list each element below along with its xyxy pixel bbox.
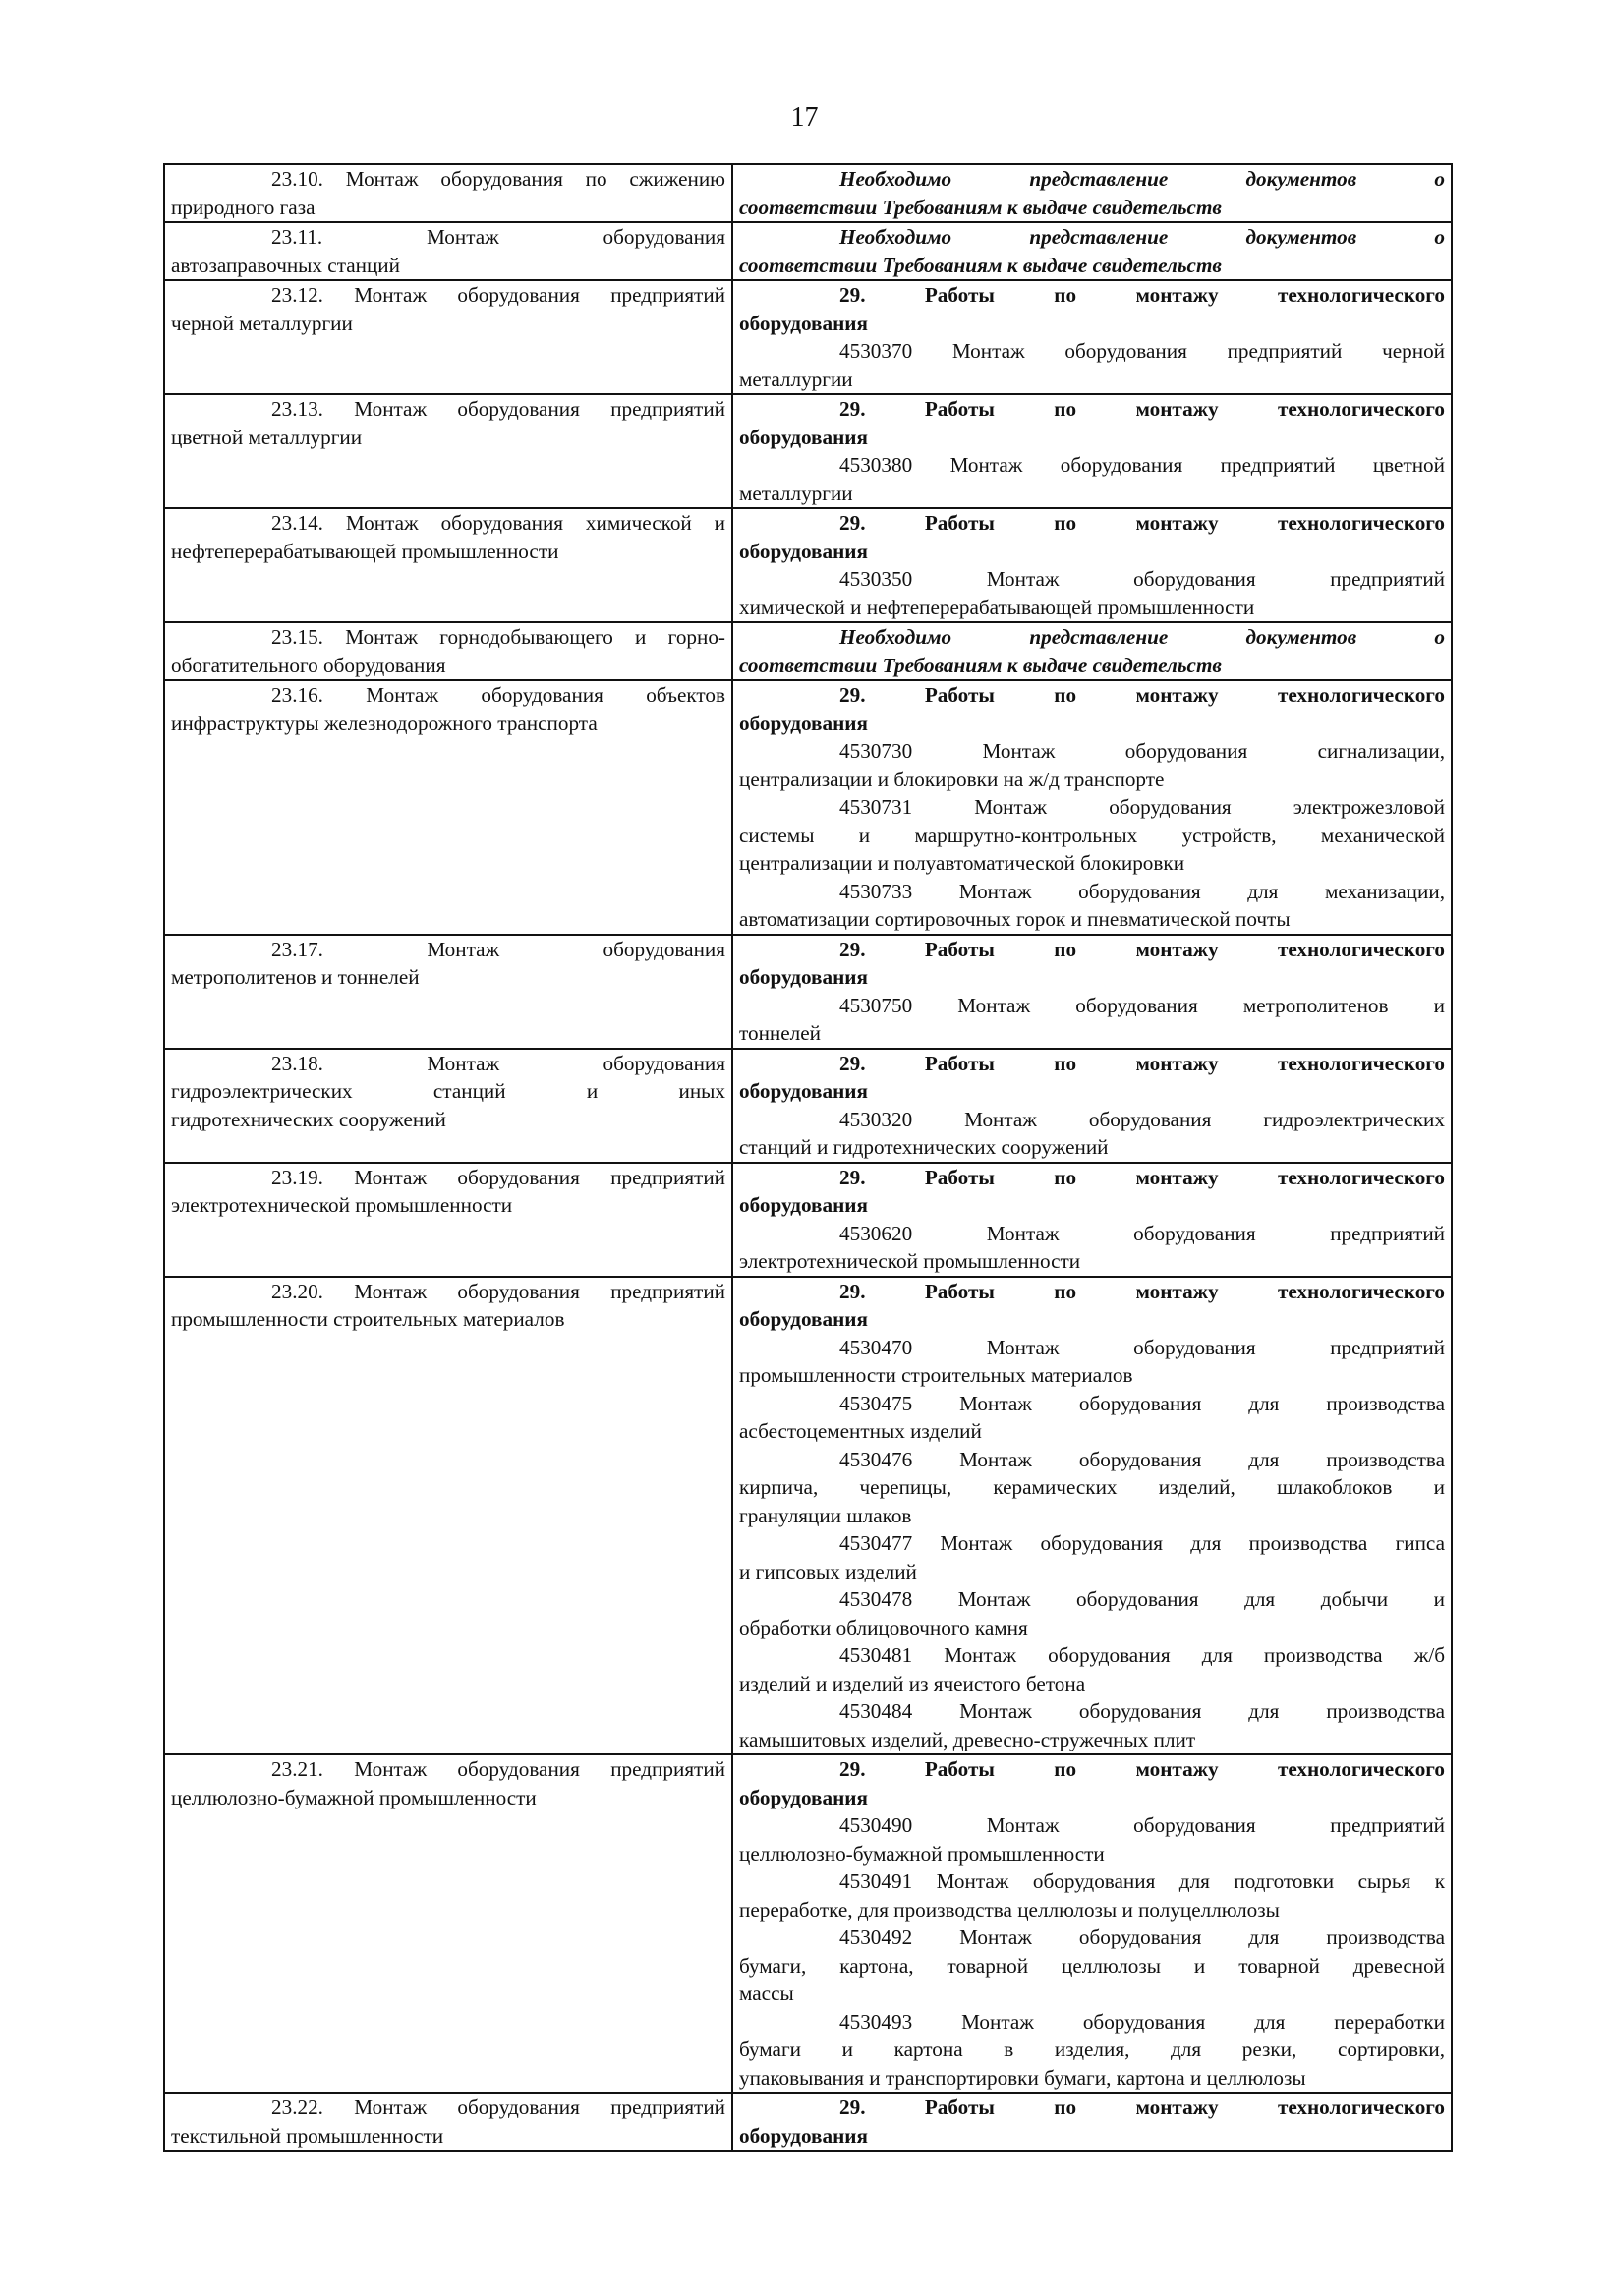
okdp-code-item: 4530477 Монтаж оборудования для производства гипса bbox=[839, 1531, 1445, 1555]
page-number: 17 bbox=[790, 102, 819, 133]
works-group-heading: 29. Работы по монтажу технологического bbox=[839, 1165, 1445, 1189]
activity-cell bbox=[164, 394, 732, 508]
okdp-code-item-continued: и гипсовых изделий bbox=[739, 1559, 917, 1583]
required-documents-note-continued: соответствии Требованиям к выдаче свидетельств bbox=[739, 653, 1222, 677]
activity-title-continued: промышленности строительных материалов bbox=[171, 1307, 565, 1331]
okdp-code-item: 4530350 Монтаж оборудования предприятий bbox=[839, 567, 1445, 591]
table-row bbox=[164, 164, 1452, 222]
requirement-cell bbox=[732, 164, 1452, 222]
activity-title-continued: электротехнической промышленности bbox=[171, 1193, 513, 1217]
activity-title-continued: гидротехнических сооружений bbox=[171, 1107, 446, 1131]
activity-title: 23.22. Монтаж оборудования предприятий bbox=[271, 2095, 725, 2119]
activity-title-continued: природного газа bbox=[171, 195, 316, 219]
table-body bbox=[164, 164, 1452, 2151]
okdp-code-item-continued: промышленности строительных материалов bbox=[739, 1363, 1133, 1387]
works-group-heading: 29. Работы по монтажу технологического bbox=[839, 283, 1445, 307]
okdp-code-item-continued: металлургии bbox=[739, 481, 853, 505]
works-group-heading-continued: оборудования bbox=[739, 2123, 868, 2148]
activity-cell bbox=[164, 622, 732, 680]
requirement-cell bbox=[732, 394, 1452, 508]
requirement-cell bbox=[732, 1277, 1452, 1755]
okdp-code-item: 4530490 Монтаж оборудования предприятий bbox=[839, 1813, 1445, 1837]
okdp-code-item: 4530478 Монтаж оборудования для добычи и bbox=[839, 1587, 1445, 1611]
okdp-code-item-continued: грануляции шлаков bbox=[739, 1503, 912, 1527]
required-documents-note-continued: соответствии Требованиям к выдаче свидетельств bbox=[739, 253, 1222, 277]
activity-cell bbox=[164, 1277, 732, 1755]
works-group-heading: 29. Работы по монтажу технологического bbox=[839, 397, 1445, 421]
works-group-heading-continued: оборудования bbox=[739, 711, 868, 735]
activity-title-continued: метрополитенов и тоннелей bbox=[171, 965, 420, 989]
okdp-code-item: 4530493 Монтаж оборудования для переработки bbox=[839, 2009, 1445, 2034]
okdp-code-item-continued: централизации и полуавтоматической блокировки bbox=[739, 851, 1185, 875]
okdp-code-item-continued: бумаги, картона, товарной целлюлозы и товарной древесной bbox=[739, 1953, 1445, 1978]
activity-cell bbox=[164, 1049, 732, 1163]
okdp-code-item-continued: системы и маршрутно-контрольных устройств, механической bbox=[739, 823, 1445, 847]
activity-title: 23.14. Монтаж оборудования химической и bbox=[271, 511, 725, 535]
okdp-code-item: 4530320 Монтаж оборудования гидроэлектрических bbox=[839, 1107, 1445, 1131]
activity-title: 23.11. Монтаж оборудования bbox=[271, 225, 725, 249]
okdp-code-item-continued: камышитовых изделий, древесно-стружечных плит bbox=[739, 1727, 1196, 1751]
table-row bbox=[164, 2093, 1452, 2151]
activity-title: 23.21. Монтаж оборудования предприятий bbox=[271, 1757, 725, 1781]
table-row bbox=[164, 394, 1452, 508]
activity-title: 23.20. Монтаж оборудования предприятий bbox=[271, 1279, 725, 1303]
okdp-code-item: 4530731 Монтаж оборудования электрожезловой bbox=[839, 795, 1445, 819]
activity-cell bbox=[164, 1754, 732, 2093]
works-group-heading-continued: оборудования bbox=[739, 539, 868, 563]
requirement-cell bbox=[732, 1049, 1452, 1163]
activity-cell bbox=[164, 1163, 732, 1277]
activity-title: 23.16. Монтаж оборудования объектов bbox=[271, 683, 725, 707]
table-row bbox=[164, 222, 1452, 280]
works-group-heading-continued: оборудования bbox=[739, 1785, 868, 1809]
okdp-code-item: 4530476 Монтаж оборудования для производства bbox=[839, 1447, 1445, 1471]
requirement-cell bbox=[732, 222, 1452, 280]
okdp-code-item-continued: металлургии bbox=[739, 367, 853, 391]
activity-cell bbox=[164, 680, 732, 935]
requirement-cell bbox=[732, 2093, 1452, 2151]
okdp-code-item: 4530750 Монтаж оборудования метрополитенов и bbox=[839, 993, 1445, 1017]
works-group-heading: 29. Работы по монтажу технологического bbox=[839, 1279, 1445, 1303]
okdp-code-item-continued: массы bbox=[739, 1981, 794, 2005]
works-group-heading: 29. Работы по монтажу технологического bbox=[839, 683, 1445, 707]
okdp-code-item: 4530484 Монтаж оборудования для производства bbox=[839, 1699, 1445, 1723]
works-group-heading-continued: оборудования bbox=[739, 1193, 868, 1217]
activity-title-continued: нефтеперерабатывающей промышленности bbox=[171, 539, 559, 563]
works-group-heading: 29. Работы по монтажу технологического bbox=[839, 1051, 1445, 1075]
activity-cell bbox=[164, 508, 732, 622]
okdp-code-item: 4530730 Монтаж оборудования сигнализации, bbox=[839, 739, 1445, 763]
activity-cell bbox=[164, 935, 732, 1049]
activity-title-continued: инфраструктуры железнодорожного транспорта bbox=[171, 711, 598, 735]
required-documents-note: Необходимо представление документов о bbox=[839, 625, 1445, 649]
activity-title-continued: целлюлозно-бумажной промышленности bbox=[171, 1785, 537, 1809]
okdp-code-item: 4530491 Монтаж оборудования для подготовки сырья к bbox=[839, 1869, 1445, 1893]
required-documents-note: Необходимо представление документов о bbox=[839, 167, 1445, 191]
requirement-cell bbox=[732, 508, 1452, 622]
activity-cell bbox=[164, 164, 732, 222]
okdp-code-item-continued: химической и нефтеперерабатывающей промышленности bbox=[739, 595, 1255, 619]
okdp-code-item: 4530475 Монтаж оборудования для производства bbox=[839, 1391, 1445, 1415]
table-row bbox=[164, 1049, 1452, 1163]
okdp-code-item: 4530470 Монтаж оборудования предприятий bbox=[839, 1335, 1445, 1359]
okdp-code-item-continued: автоматизации сортировочных горок и пневматической почты bbox=[739, 907, 1291, 931]
okdp-code-item-continued: тоннелей bbox=[739, 1021, 821, 1045]
okdp-code-item-continued: кирпича, черепицы, керамических изделий, шлакоблоков и bbox=[739, 1475, 1445, 1499]
activity-title-continued: автозаправочных станций bbox=[171, 253, 400, 277]
activity-title: 23.19. Монтаж оборудования предприятий bbox=[271, 1165, 725, 1189]
activity-cell bbox=[164, 2093, 732, 2151]
okdp-code-item-continued: станций и гидротехнических сооружений bbox=[739, 1135, 1109, 1159]
works-group-heading-continued: оборудования bbox=[739, 1307, 868, 1331]
activity-title-continued: текстильной промышленности bbox=[171, 2123, 444, 2148]
works-group-heading: 29. Работы по монтажу технологического bbox=[839, 511, 1445, 535]
activity-title-continued: цветной металлургии bbox=[171, 425, 363, 449]
activity-title: 23.12. Монтаж оборудования предприятий bbox=[271, 283, 725, 307]
table-row bbox=[164, 508, 1452, 622]
requirement-cell bbox=[732, 935, 1452, 1049]
okdp-code-item: 4530620 Монтаж оборудования предприятий bbox=[839, 1221, 1445, 1245]
activity-cell bbox=[164, 280, 732, 394]
works-group-heading: 29. Работы по монтажу технологического bbox=[839, 937, 1445, 961]
works-group-heading-continued: оборудования bbox=[739, 311, 868, 335]
requirement-cell bbox=[732, 1163, 1452, 1277]
works-group-heading-continued: оборудования bbox=[739, 1079, 868, 1103]
okdp-code-item-continued: электротехнической промышленности bbox=[739, 1249, 1081, 1273]
okdp-code-item-continued: упаковывания и транспортировки бумаги, картона и целлюлозы bbox=[739, 2065, 1306, 2090]
okdp-code-item: 4530492 Монтаж оборудования для производства bbox=[839, 1925, 1445, 1949]
okdp-code-item-continued: бумаги и картона в изделия, для резки, сортировки, bbox=[739, 2038, 1445, 2061]
table-row bbox=[164, 1163, 1452, 1277]
table-row bbox=[164, 1754, 1452, 2093]
table-row bbox=[164, 622, 1452, 680]
okdp-code-item: 4530481 Монтаж оборудования для производства ж/б bbox=[839, 1643, 1445, 1667]
okdp-code-item-continued: переработке, для производства целлюлозы и полуцеллюлозы bbox=[739, 1897, 1280, 1922]
requirement-cell bbox=[732, 1754, 1452, 2093]
requirements-table bbox=[163, 163, 1453, 2152]
requirement-cell bbox=[732, 680, 1452, 935]
activity-title-continued: обогатительного оборудования bbox=[171, 653, 446, 677]
table-row bbox=[164, 1277, 1452, 1755]
table-row bbox=[164, 680, 1452, 935]
okdp-code-item: 4530380 Монтаж оборудования предприятий цветной bbox=[839, 453, 1445, 477]
required-documents-note: Необходимо представление документов о bbox=[839, 225, 1445, 249]
okdp-code-item-continued: изделий и изделий из ячеистого бетона bbox=[739, 1671, 1086, 1695]
works-group-heading-continued: оборудования bbox=[739, 425, 868, 449]
requirement-cell bbox=[732, 622, 1452, 680]
okdp-code-item: 4530733 Монтаж оборудования для механизации, bbox=[839, 879, 1445, 903]
requirement-cell bbox=[732, 280, 1452, 394]
table-row bbox=[164, 935, 1452, 1049]
activity-title-continued: черной металлургии bbox=[171, 311, 353, 335]
activity-cell bbox=[164, 222, 732, 280]
activity-title: 23.10. Монтаж оборудования по сжижению bbox=[271, 167, 725, 191]
activity-title: 23.15. Монтаж горнодобывающего и горно- bbox=[271, 625, 725, 649]
works-group-heading-continued: оборудования bbox=[739, 965, 868, 989]
activity-title: 23.13. Монтаж оборудования предприятий bbox=[271, 397, 725, 421]
okdp-code-item-continued: обработки облицовочного камня bbox=[739, 1615, 1028, 1639]
okdp-code-item-continued: асбестоцементных изделий bbox=[739, 1419, 982, 1443]
table-row bbox=[164, 280, 1452, 394]
okdp-code-item-continued: централизации и блокировки на ж/д транспорте bbox=[739, 767, 1165, 791]
activity-title: 23.17. Монтаж оборудования bbox=[271, 937, 725, 961]
activity-title: 23.18. Монтаж оборудования bbox=[271, 1051, 725, 1075]
required-documents-note-continued: соответствии Требованиям к выдаче свидетельств bbox=[739, 195, 1222, 219]
works-group-heading: 29. Работы по монтажу технологического bbox=[839, 1757, 1445, 1781]
works-group-heading: 29. Работы по монтажу технологического bbox=[839, 2095, 1445, 2119]
okdp-code-item: 4530370 Монтаж оборудования предприятий черной bbox=[839, 339, 1445, 363]
activity-title-continued: гидроэлектрических станций и иных bbox=[171, 1079, 725, 1103]
okdp-code-item-continued: целлюлозно-бумажной промышленности bbox=[739, 1841, 1105, 1866]
